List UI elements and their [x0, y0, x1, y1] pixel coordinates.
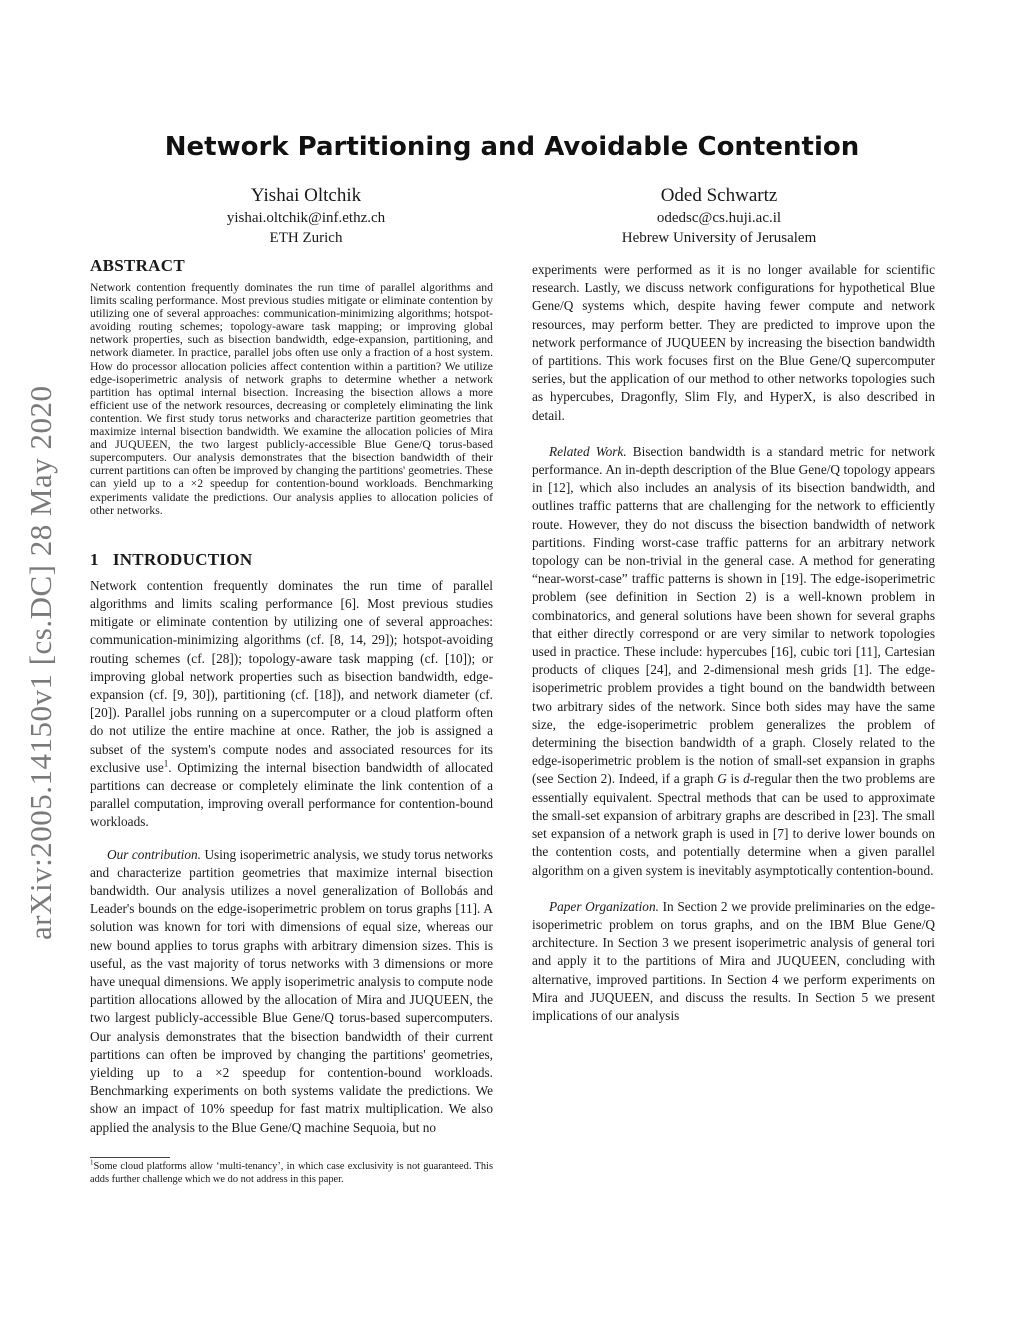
author-name: Oded Schwartz	[660, 185, 778, 206]
related-work-text: is	[726, 771, 744, 787]
intro-text-b: . Optimizing the internal bisection bandwidth of allocated partitions can decrease or completely eliminate the link contention of a parallel computation, improving overall performance for contention-bound workloads.	[90, 759, 493, 830]
related-work-label: Related Work.	[549, 443, 627, 459]
author-block	[559, 184, 879, 248]
section-title: INTRODUCTION	[112, 549, 253, 569]
contribution-label: Our contribution.	[107, 846, 201, 862]
intro-paragraph	[90, 577, 493, 832]
author-block	[146, 184, 466, 248]
author-affiliation: ETH Zurich	[269, 230, 343, 246]
footnote-reference: 1	[163, 758, 169, 769]
related-work-text: -regular then the two problems are essentially equivalent. Spectral methods that can be used to approximate the small-set expansion of arbitrary graphs are described in [23]. The small set expansion of a network graph is used in [7] to derive lower bounds on the contention costs, and potentially determine when a given parallel algorithm on a given system is inevitably asymptotically contention-bound.	[532, 771, 935, 878]
author-email: odedsc@cs.huji.ac.il	[656, 210, 782, 226]
right-column	[532, 261, 935, 1025]
organization-paragraph	[532, 898, 935, 1025]
organization-text: In Section 2 we provide preliminaries on the edge-isoperimetric problem on torus graphs, and on the IBM Blue Gene/Q architecture. In Section 3 we present isoperimetric analysis of general tori and apply it to the partitions of Mira and JUQUEEN, concluding with alternative, improved partitions. In Section 4 we perform experiments on Mira and JUQUEEN, and discuss the results. In Section 5 we present implications of our analysis	[532, 898, 936, 1023]
author-affiliation: Hebrew University of Jerusalem	[621, 230, 817, 246]
intro-text-a: Network contention frequently dominates the run time of parallel algorithms and limits scaling performance [6]. Most previous studies mitigate or eliminate contention by utilizing one of several approaches: communication-minimizing algorithms (cf. [8, 14, 29]); hotspot-avoiding routing schemes (cf. [28]); topology-aware task mapping (cf. [10]); or improving global network properties such as bisection bandwidth, edge-expansion (cf. [9, 30]), partitioning (cf. [18]), and network diameter (cf. [20]). Parallel jobs running on a supercomputer or a cloud platform often do not utilize the entire machine at once. Rather, the job is assigned a subset of the system's compute nodes and associated resources for its exclusive use	[90, 577, 493, 775]
related-work-paragraph	[532, 443, 935, 880]
math-variable: d	[743, 771, 750, 787]
author-email: yishai.oltchik@inf.ethz.ch	[226, 210, 386, 226]
section-number: 1	[90, 549, 99, 569]
footnote-divider	[90, 1157, 170, 1158]
footnote	[90, 1160, 493, 1186]
abstract-text: Network contention frequently dominates the run time of parallel algorithms and limits scaling performance. Most previous studies mitigate or eliminate contention by utilizing one of several approaches: communication-minimizing algorithms; hotspot-avoiding routing schemes; topology-aware task mapping; or improving global network properties, such as bisection bandwidth, edge-expansion, partitioning, and network diameter. In practice, parallel jobs often use only a fraction of a host system. How do processor allocation policies affect contention within a partition? We utilize edge-isoperimetric analysis of network graphs to determine whether a network partition has optimal internal bisection. Increasing the bisection allows a more efficient use of the network resources, decreasing or completely eliminating the link contention. We first study torus networks and characterize partition geometries that maximize internal bisection bandwidth. We examine the allocation policies of Mira and JUQUEEN, the two largest publicly-accessible Blue Gene/Q torus-based supercomputers. Our analysis demonstrates that the bisection bandwidth of their current partitions can often be improved by changing the partitions' geometries. These can yield up to a ×2 speedup for contention-bound workloads. Benchmarking experiments validate the predictions. Our analysis applies to allocation policies of other networks.	[90, 281, 493, 517]
abstract-heading: ABSTRACT	[90, 256, 185, 275]
left-column	[90, 256, 493, 1137]
footnote-mark: 1	[90, 1158, 94, 1167]
author-name: Yishai Oltchik	[250, 185, 362, 206]
contribution-paragraph	[90, 846, 493, 1137]
contribution-continued: experiments were performed as it is no longer available for scientific research. Lastly, we discuss network configurations for hypothetical Blue Gene/Q systems which, despite having fewer compute and network resources, may perform better. They are predicted to improve upon the network performance of JUQUEEN by increasing the bisection bandwidth of partitions. This work focuses first on the Blue Gene/Q supercomputer series, but the application of our method to other networks topologies such as hypercubes, Dragonfly, Slim Fly, and HyperX, is also described in detail.	[532, 262, 935, 423]
related-work-text: Bisection bandwidth is a standard metric for network performance. An in-depth description of the Blue Gene/Q topology appears in [12], which also includes an analysis of its bisection bandwidth, and outlines traffic patterns that are challenging for the network to efficiently route. However, they do not discuss the bisection bandwidth of network partitions. Finding worst-case traffic patterns for an arbitrary network topology can be non-trivial in the general case. A method for generating “near-worst-case” traffic patterns is shown in [19]. The edge-isoperimetric problem (see definition in Section 2) is a well-known problem in combinatorics, and general solutions have been shown for several graphs that either directly correspond or are very similar to network topologies used in practice. These include: hypercubes [16], cubic tori [11], Cartesian products of cliques [24], and 2-dimensional mesh grids [1]. The edge-isoperimetric problem provides a tight bound on the bandwidth between two arbitrary sides of the network. Since both sides may have the same size, the edge-isoperimetric problem generalizes the problem of determining the bisection bandwidth of a graph. Closely related to the edge-isoperimetric problem is the notion of small-set expansion in graphs (see Section 2). Indeed, if a graph	[532, 443, 935, 787]
contribution-text: Using isoperimetric analysis, we study torus networks and characterize partition geometries that maximize internal bisection bandwidth. Our analysis utilizes a novel generalization of Bollobás and Leader's bounds on the edge-isoperimetric problem on torus graphs [11]. A solution was known for tori with dimensions of equal size, whereas our new bound applies to torus graphs with arbitrary dimension sizes. This is useful, as the vast majority of torus networks with 3 dimensions or more have unequal dimensions. We apply isoperimetric analysis to compute node partition allocations allowed by the allocation of Mira and JUQUEEN, the two largest publicly-accessible Blue Gene/Q torus-based supercomputers. Our analysis demonstrates that the bisection bandwidth of their current partitions can often be improved by changing the partitions' geometries, yielding up to a ×2 speedup for contention-bound workloads. Benchmarking experiments on both systems validate the predictions. We show an impact of 10% speedup for fast matrix multiplication. We also applied the analysis to the Blue Gene/Q machine Sequoia, but no	[90, 846, 493, 1135]
paper-title: Network Partitioning and Avoidable Contention	[164, 132, 860, 162]
section-heading-introduction	[90, 550, 493, 570]
math-variable: G	[717, 771, 727, 787]
organization-label: Paper Organization.	[549, 898, 659, 914]
arxiv-identifier: arXiv:2005.14150v1 [cs.DC] 28 May 2020	[23, 385, 58, 940]
footnote-text: Some cloud platforms allow ‘multi-tenancy’, in which case exclusivity is not guaranteed. This adds further challenge which we do not address in this paper.	[90, 1161, 493, 1185]
